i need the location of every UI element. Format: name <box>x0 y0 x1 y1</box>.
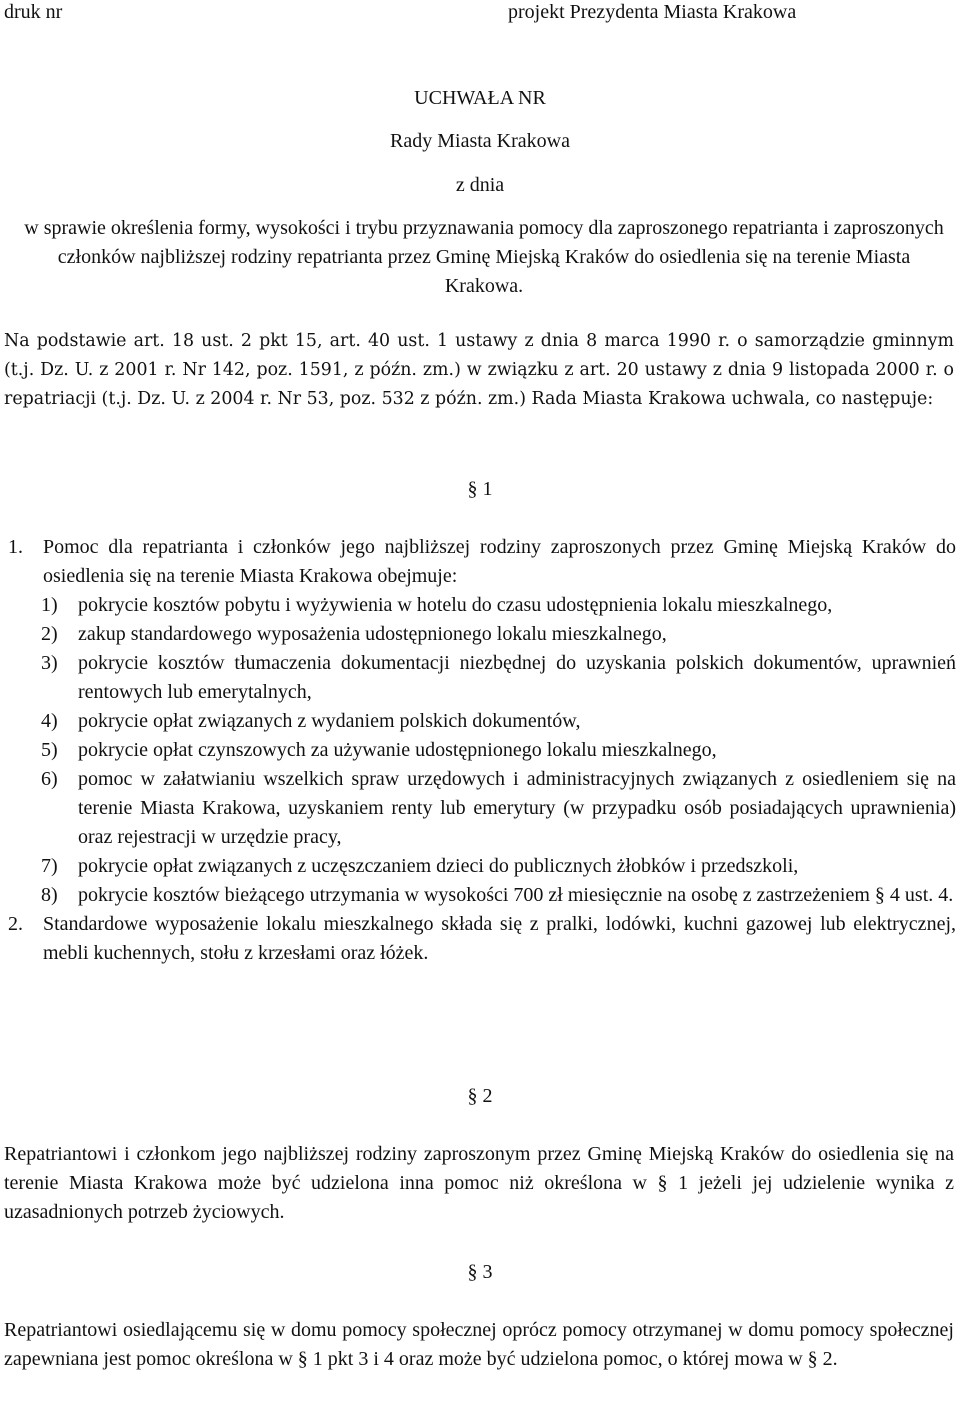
preamble: Na podstawie art. 18 ust. 2 pkt 15, art. 40 ust. 1 ustawy z dnia 8 marca 1990 r. o samorządzie gminnym (t.j. Dz. U. z 2001 r. Nr 142, poz. 1591, z późn. zm.) w związku z art. 20 ustawy z dnia 9 listopada 2000 r. o repatriacji (t.j. Dz. U. z 2004 r. Nr 53, poz. 532 z późn. zm.) Rada Miasta Krakowa uchwala, co następuje: <box>4 331 954 409</box>
item-text: pomoc w załatwianiu wszelkich spraw urzędowych i administracyjnych związanych z osiedleniem się na terenie Miasta Krakowa, uzyskaniem renty lub emerytury (w przypadku osób posiadających uprawnienia) oraz rejestracji w urzędzie pracy, <box>78 768 956 848</box>
point-number: 2. <box>8 913 23 935</box>
list-item <box>8 620 956 649</box>
item-number: 1) <box>41 594 58 616</box>
point-number: 1. <box>8 536 23 558</box>
item-number: 5) <box>41 739 58 761</box>
item-text: pokrycie kosztów tłumaczenia dokumentacji niezbędnej do uzyskania polskich dokumentów, uprawnień rentowych lub emerytalnych, <box>78 652 956 703</box>
item-text: pokrycie kosztów bieżącego utrzymania w wysokości 700 zł miesięcznie na osobę z zastrzeżeniem § 4 ust. 4. <box>78 884 954 906</box>
item-number: 2) <box>41 623 58 645</box>
item-text: pokrycie opłat związanych z uczęszczaniem dzieci do publicznych żłobków i przedszkoli, <box>78 855 799 877</box>
item-number: 8) <box>41 884 58 906</box>
section-heading-2: § 2 <box>467 1085 493 1107</box>
item-text: pokrycie kosztów pobytu i wyżywienia w hotelu do czasu udostępnienia lokalu mieszkalnego, <box>78 594 833 616</box>
resolution-subject: w sprawie określenia formy, wysokości i trybu przyznawania pomocy dla zaproszonego repatrianta i zaproszonych członków najbliższej rodziny repatrianta przez Gminę Miejską Kraków do osiedlenia się na terenie Miasta Krakowa. <box>24 217 944 297</box>
item-number: 6) <box>41 768 58 790</box>
list-item <box>8 736 956 765</box>
point-text: Pomoc dla repatrianta i członków jego najbliższej rodziny zaproszonych przez Gminę Miejską Kraków do osiedlenia się na terenie Miasta Krakowa obejmuje: <box>43 536 956 587</box>
council-name: Rady Miasta Krakowa <box>390 130 570 152</box>
item-number: 4) <box>41 710 58 732</box>
section-2-text: Repatriantowi i członkom jego najbliższej rodziny zaproszonym przez Gminę Miejską Kraków do osiedlenia się na terenie Miasta Krakowa może być udzielona inna pomoc niż określona w § 1 jeżeli jej udzielenie wynika z uzasadnionych potrzeb życiowych. <box>4 1143 954 1223</box>
point-2 <box>8 910 956 968</box>
section-heading-3: § 3 <box>467 1261 493 1283</box>
resolution-number: UCHWAŁA NR <box>414 87 546 109</box>
point-1 <box>8 533 956 591</box>
item-number: 7) <box>41 855 58 877</box>
section-3-text: Repatriantowi osiedlającemu się w domu pomocy społecznej oprócz pomocy otrzymanej w domu pomocy społecznej zapewniana jest pomoc określona w § 1 pkt 3 i 4 oraz może być udzielona pomoc, o której mowa w § 2. <box>4 1319 954 1370</box>
section-1-body <box>8 533 956 968</box>
item-text: pokrycie opłat czynszowych za używanie udostępnionego lokalu mieszkalnego, <box>78 739 717 761</box>
list-item <box>8 852 956 881</box>
list-item <box>8 765 956 852</box>
list-item <box>8 881 956 910</box>
list-item <box>8 707 956 736</box>
resolution-date: z dnia <box>455 174 505 196</box>
item-text: pokrycie opłat związanych z wydaniem polskich dokumentów, <box>78 710 581 732</box>
list-item <box>8 649 956 707</box>
list-item <box>8 591 956 620</box>
print-number-label: druk nr <box>4 1 63 23</box>
point-text: Standardowe wyposażenie lokalu mieszkalnego składa się z pralki, lodówki, kuchni gazowej lub elektrycznej, mebli kuchennych, stołu z krzesłami oraz łóżek. <box>43 913 956 964</box>
project-author-label: projekt Prezydenta Miasta Krakowa <box>508 1 797 23</box>
item-number: 3) <box>41 652 58 674</box>
item-text: zakup standardowego wyposażenia udostępnionego lokalu mieszkalnego, <box>78 623 667 645</box>
section-heading-1: § 1 <box>467 478 493 500</box>
